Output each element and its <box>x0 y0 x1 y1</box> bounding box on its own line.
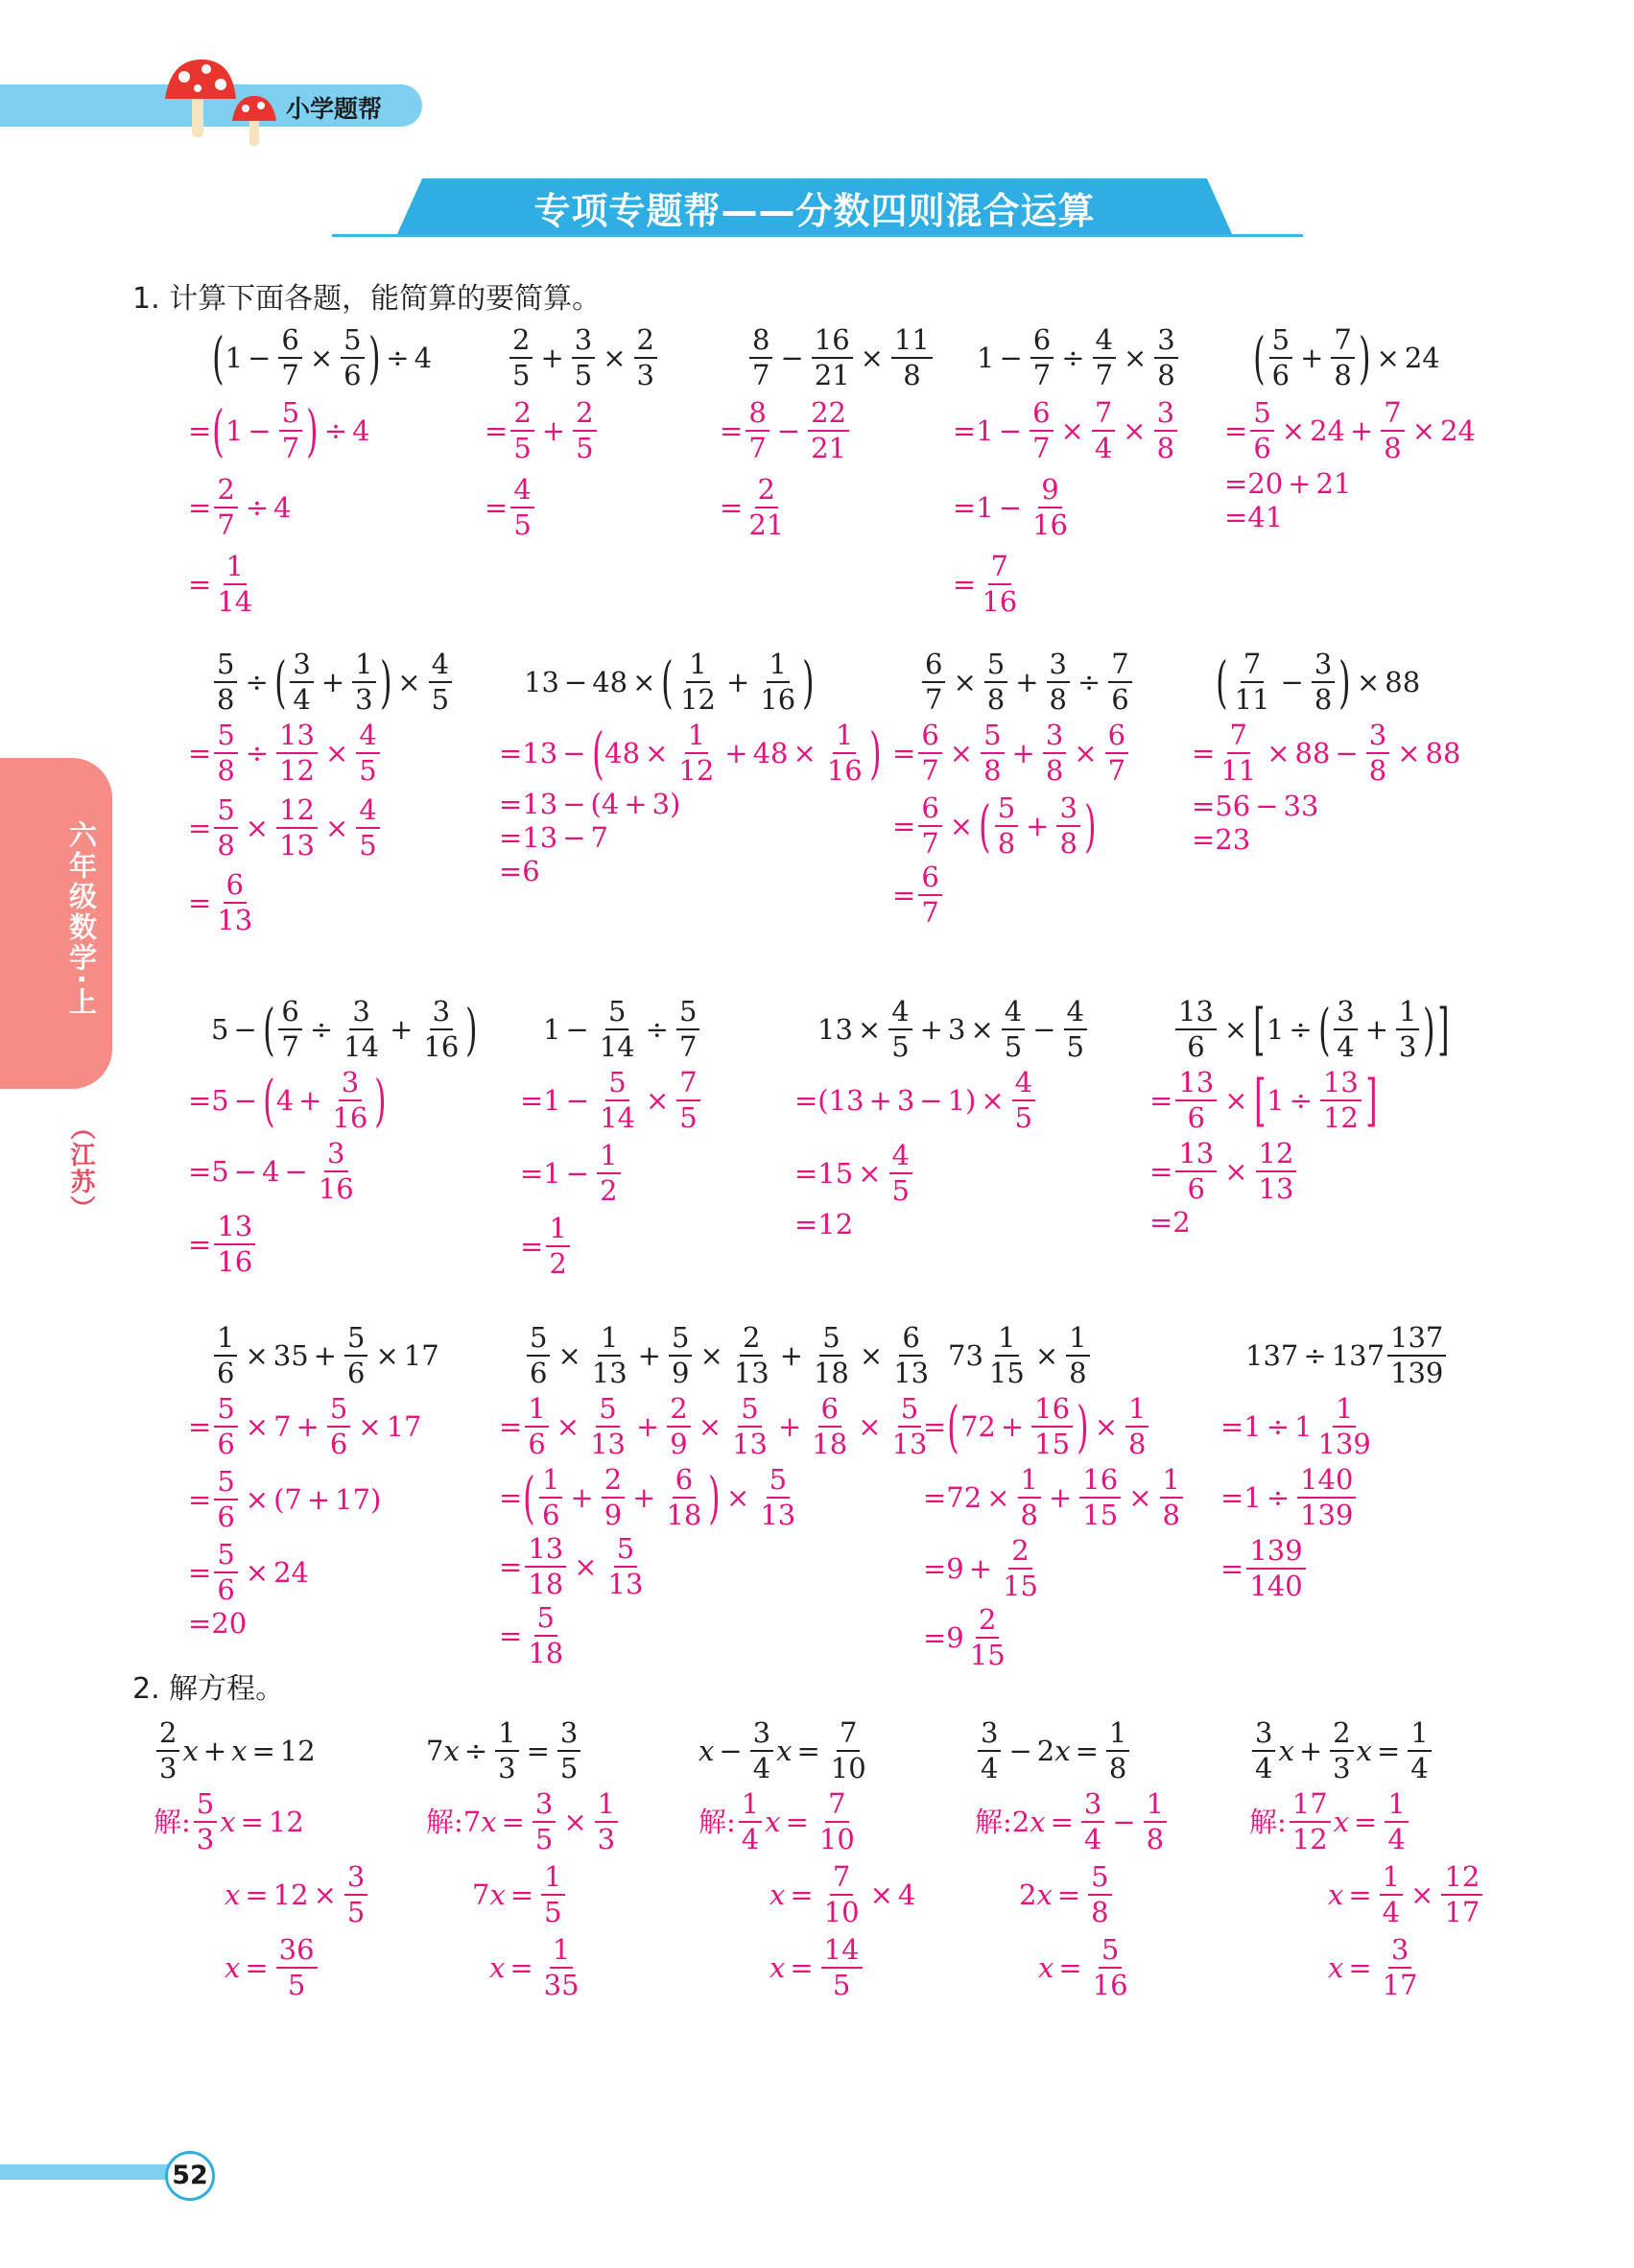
title-underline <box>332 234 1303 237</box>
solution-4: =1 − $\frac{6}{7}$ × $\frac{7}{4}$ × $\frac{3}{8}$ =1 − $\frac{9}{16}$ = $\frac{7}{16}$ <box>953 399 1180 616</box>
solution-14: = $\frac{5}{6}$ × 7 + $\frac{5}{6}$ × 17 = $\frac{5}{6}$ × (7 + 17) = $\frac{5}{6}$ × 24 =20 <box>188 1392 422 1640</box>
solution-10: =5 − ( 4 + $\frac{3}{16}$ ) =5 − 4 − $\frac{3}{16}$ = $\frac{13}{16}$ <box>188 1066 387 1278</box>
solution-3: = $\frac{8}{7}$ − $\frac{22}{21}$ = $\frac{2}{21}$ <box>720 399 852 539</box>
problem-13: $\frac{13}{6}$ × [ 1 ÷ ( $\frac{3}{4}$ + $\frac{1}{3}$ ) ] <box>1172 998 1451 1061</box>
problem-9: ( $\frac{7}{11}$ − $\frac{3}{8}$ ) × 88 <box>1216 648 1421 716</box>
equation-4: $\frac{3}{4}$ − 2 x = $\frac{1}{8}$ <box>975 1719 1132 1783</box>
solution-17: =1 ÷ 1 $\frac{1}{139}$ =1 ÷ $\frac{140}{139}$ = $\frac{139}{140}$ <box>1220 1392 1371 1602</box>
problem-6: $\frac{5}{8}$ ÷ ( $\frac{3}{4}$ + $\frac{1}{3}$ ) × $\frac{4}{5}$ <box>211 650 455 714</box>
problem-10: 5 − ( $\frac{6}{7}$ ÷ $\frac{3}{14}$ + $\frac{3}{16}$ ) <box>211 995 478 1063</box>
solution-5: = $\frac{5}{6}$ × 24 + $\frac{7}{8}$ × 24 =20 + 21 =41 <box>1224 396 1476 533</box>
problem-4: 1 − $\frac{6}{7}$ ÷ $\frac{4}{7}$ × $\frac{3}{8}$ <box>977 326 1181 390</box>
equation-4-solution: 解:2 x = $\frac{3}{4}$ − $\frac{1}{8}$ 2 x = $\frac{5}{8}$ x = $\frac{5}{16}$ <box>975 1790 1170 1999</box>
equation-5-solution: 解: $\frac{17}{12}$ x = $\frac{1}{4}$ x = $\frac{1}{4}$ × $\frac{12}{17}$ x = $\frac{3}{17}$ <box>1249 1790 1485 1999</box>
solution-13: = $\frac{13}{6}$ × [ 1 ÷ $\frac{13}{12}$ ] = $\frac{13}{6}$ × $\frac{12}{13}$ =2 <box>1149 1066 1378 1239</box>
problem-17: 137 ÷ 137 $\frac{137}{139}$ <box>1245 1324 1449 1387</box>
problem-14: $\frac{1}{6}$ × 35 + $\frac{5}{6}$ × 17 <box>211 1324 439 1387</box>
section1-heading: 1. 计算下面各题，能简算的要简算。 <box>132 282 602 316</box>
page-number: 52 <box>165 2151 215 2201</box>
section2-heading: 2. 解方程。 <box>132 1672 285 1706</box>
equation-1-solution: 解: $\frac{5}{3}$ x = 12 x = 12 × $\frac{3}{5}$ x = $\frac{36}{5}$ <box>154 1790 370 1999</box>
solution-7: =13 − ( 48 × $\frac{1}{12}$ + 48 × $\frac{1}{16}$ ) =13 − (4 + 3) =13 − 7 =6 <box>499 719 882 887</box>
footer-bar <box>0 2164 192 2180</box>
solution-6: = $\frac{5}{8}$ ÷ $\frac{13}{12}$ × $\frac{4}{5}$ = $\frac{5}{8}$ × $\frac{12}{13}$ × $\frac{4}{5}$ = $\frac{6}{13}$ <box>188 721 383 934</box>
equation-2-solution: 解:7 x = $\frac{3}{5}$ × $\frac{1}{3}$ 7 x = $\frac{1}{5}$ x = $\frac{1}{35}$ <box>426 1790 621 1999</box>
solution-15: = $\frac{1}{6}$ × $\frac{5}{13}$ + $\frac{2}{9}$ × $\frac{5}{13}$ + $\frac{6}{18}$ × $\frac{5}{13}$ = ( $\frac{1}{6}$ + $\frac{2}{9}$ + $\frac{6}{18}$ ) × $\frac{5}{13}$ = $\frac{13}{18}$ × $\frac{5}{13}$ = $\frac{5}{18}$ <box>499 1392 928 1669</box>
brand-name: 小学题帮 <box>286 95 383 123</box>
problem-16: 73 $\frac{1}{15}$ × $\frac{1}{8}$ <box>948 1324 1093 1387</box>
grade-label: 六年级数学·上 <box>65 820 98 1019</box>
solution-12: =(13 + 3 − 1) × $\frac{4}{5}$ =15 × $\frac{4}{5}$ =12 <box>794 1069 1038 1239</box>
problem-1: ( 1 − $\frac{6}{7}$ × $\frac{5}{6}$ ) ÷ 4 <box>212 323 433 391</box>
problem-7: 13 − 48 × ( $\frac{1}{12}$ + $\frac{1}{16}$ ) <box>524 648 815 716</box>
equation-3: x − $\frac{3}{4}$ x = $\frac{7}{10}$ <box>699 1716 866 1784</box>
mushroom-logo-icon <box>163 56 283 150</box>
problem-12: 13 × $\frac{4}{5}$ + 3 × $\frac{4}{5}$ − $\frac{4}{5}$ <box>817 998 1090 1061</box>
equation-5: $\frac{3}{4}$ x + $\frac{2}{3}$ x = $\frac{1}{4}$ <box>1249 1719 1434 1783</box>
problem-3: $\frac{8}{7}$ − $\frac{16}{21}$ × $\frac{11}{8}$ <box>746 326 935 390</box>
problem-15: $\frac{5}{6}$ × $\frac{1}{13}$ + $\frac{5}{9}$ × $\frac{2}{13}$ + $\frac{5}{18}$ × $\frac{6}{13}$ <box>524 1324 935 1387</box>
solution-16: = ( 72 + $\frac{16}{15}$ ) × $\frac{1}{8}$ =72 × $\frac{1}{8}$ + $\frac{16}{15}$ × $\frac{1}{8}$ =9 + $\frac{2}{15}$ =9 $\frac{2}{15}$ <box>923 1395 1186 1669</box>
solution-8: = $\frac{6}{7}$ × $\frac{5}{8}$ + $\frac{3}{8}$ × $\frac{6}{7}$ = $\frac{6}{7}$ × ( $\frac{5}{8}$ + $\frac{3}{8}$ ) = $\frac{6}{7}$ <box>892 721 1131 927</box>
solution-11: =1 − $\frac{5}{14}$ × $\frac{7}{5}$ =1 − $\frac{1}{2}$ = $\frac{1}{2}$ <box>520 1069 703 1278</box>
problem-11: 1 − $\frac{5}{14}$ ÷ $\frac{5}{7}$ <box>543 998 702 1061</box>
equation-2: 7 x ÷ $\frac{1}{3}$ = $\frac{3}{5}$ <box>426 1719 583 1783</box>
page-title: 专项专题帮——分数四则混合运算 <box>533 190 1096 232</box>
equation-1: $\frac{2}{3}$ x + x = 12 <box>154 1719 316 1783</box>
equation-3-solution: 解: $\frac{1}{4}$ x = $\frac{7}{10}$ x = $\frac{7}{10}$ × 4 x = $\frac{14}{5}$ <box>699 1787 916 2001</box>
solution-1: = ( 1 − $\frac{5}{7}$ ) ÷ 4 = $\frac{2}{7}$ ÷ 4 = $\frac{1}{14}$ <box>188 396 370 618</box>
problem-2: $\frac{2}{5}$ + $\frac{3}{5}$ × $\frac{2}{3}$ <box>507 326 660 390</box>
region-label: （江苏） <box>66 1115 95 1222</box>
problem-8: $\frac{6}{7}$ × $\frac{5}{8}$ + $\frac{3}{8}$ ÷ $\frac{7}{6}$ <box>919 650 1135 714</box>
problem-5: ( $\frac{5}{6}$ + $\frac{7}{8}$ ) × 24 <box>1253 323 1440 391</box>
solution-2: = $\frac{2}{5}$ + $\frac{2}{5}$ = $\frac{4}{5}$ <box>485 399 600 539</box>
solution-9: = $\frac{7}{11}$ × 88 − $\frac{3}{8}$ × 88 =56 − 33 =23 <box>1192 719 1461 856</box>
